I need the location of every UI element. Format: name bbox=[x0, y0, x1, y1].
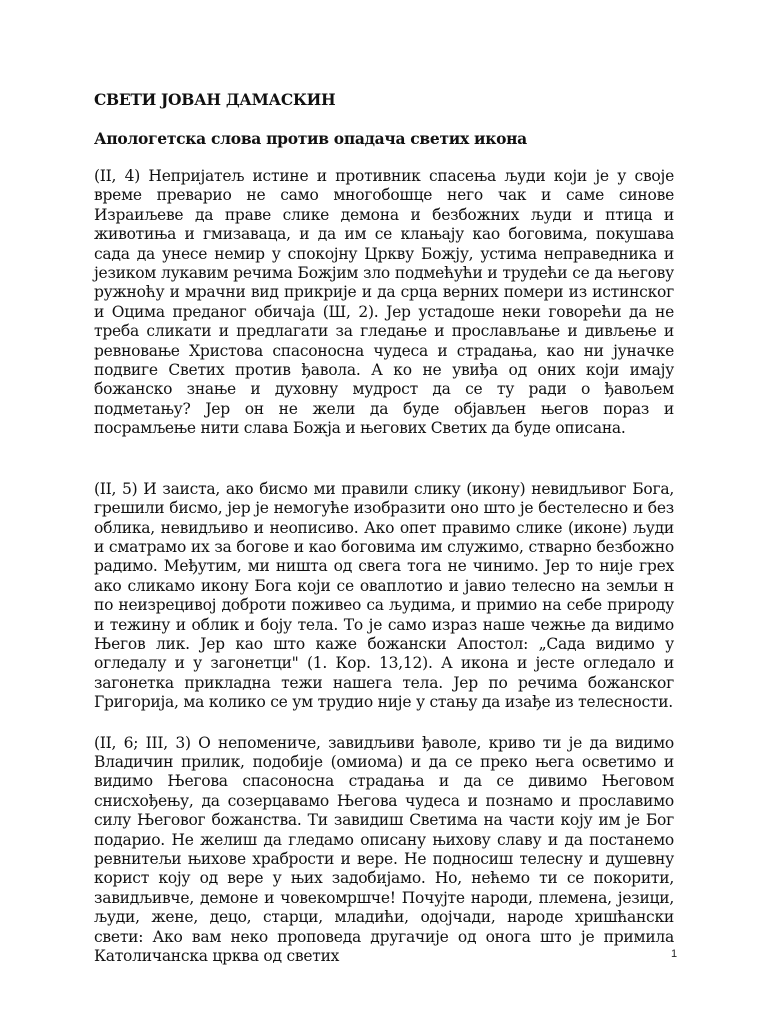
document-subtitle: Апологетска слова против опадача светих икона bbox=[94, 129, 527, 148]
paragraph-2: (II, 5) И заиста, ако бисмо ми правили слику (икону) невидљивог Бога, грешили бисмо, јер је немогуће изобразити оно што је бестелесно и без облика, невидљиво и неописиво. Ако опет правимо слике (иконе) људи и сматрамо их за богове и као боговима им служимо, стварно безбожно радимо. Међутим, ми ништа од свега тога не чинимо. Јер то није грех ако сликамо икону Бога који се оваплотио и јавио телесно на земљи н по неизрецивој доброти поживео са људима, и примио на себе природу и тежину и облик и боју тела. То је само израз наше чежње да видимо Његов лик. Јер као што каже божански Апостол: „Сада видимо у огледалу и у загонетци" (1. Кор. 13,12). А икона и јесте огледало и загонетка прикладна тежи нашега тела. Јер по речима божанског Григорија, ма колико се ум трудио није у стању да изађе из телесности. bbox=[94, 479, 674, 712]
document-body bbox=[94, 90, 674, 966]
page-number: 1 bbox=[670, 948, 678, 960]
document-title: СВЕТИ ЈОВАН ДАМАСКИН bbox=[94, 90, 336, 109]
paragraph-1: (II, 4) Непријатељ истине и противник спасења људи који је у своје време преварио не само многобошце него чак и саме синове Израиљеве да праве слике демона и безбожних људи и птица и животиња и гмизаваца, и да им се клањају као боговима, покушава сада да унесе немир у спокојну Цркву Божју, устима неправедника и језиком лукавим речима Божјим зло подмећући и трудећи се да његову ружноћу и мрачни вид прикрије и да срца верних помери из истинског и Оцима преданог обичаја (Ш, 2). Јер устадоше неки говорећи да не треба сликати и предлагати за гледање и прослављање и дивљење и ревновање Христова спасоносна чудеса и страдања, као ни јуначке подвиге Светих против ђавола. А ко не увиђа од оних који имају божанско знање и духовну мудрост да се ту ради о ђавољем подметању? Јер он не жели да буде објављен његов пораз и посрамљење нити слава Божја и његових Светих да буде описана. bbox=[94, 167, 674, 438]
paragraph-3: (II, 6; III, 3) О непомениче, завидљиви ђаволе, криво ти је да видимо Владичин прилик, подобије (омиома) и да се преко њега осветимо и видимо Његова спасоносна страдања и да се дивимо Његовом снисхођењу, да созерцавамо Његова чудеса и познамо и прославимо силу Његовог божанства. Ти завидиш Светима на части коју им је Бог подарио. Не желиш да гледамо описану њихову славу и да постанемо ревнитељи њихове храбрости и вере. Не подносиш телесну и душевну корист коју од вере у њих задобијамо. Но, нећемо ти се покорити, завидљивче, демоне и човекомршче! Почујте народи, племена, језици, људи, жене, децо, старци, младићи, одојчади, народе хришћански свети: Ако вам неко проповеда другачије од онога што је примила Католичанска црква од светих bbox=[94, 733, 674, 966]
